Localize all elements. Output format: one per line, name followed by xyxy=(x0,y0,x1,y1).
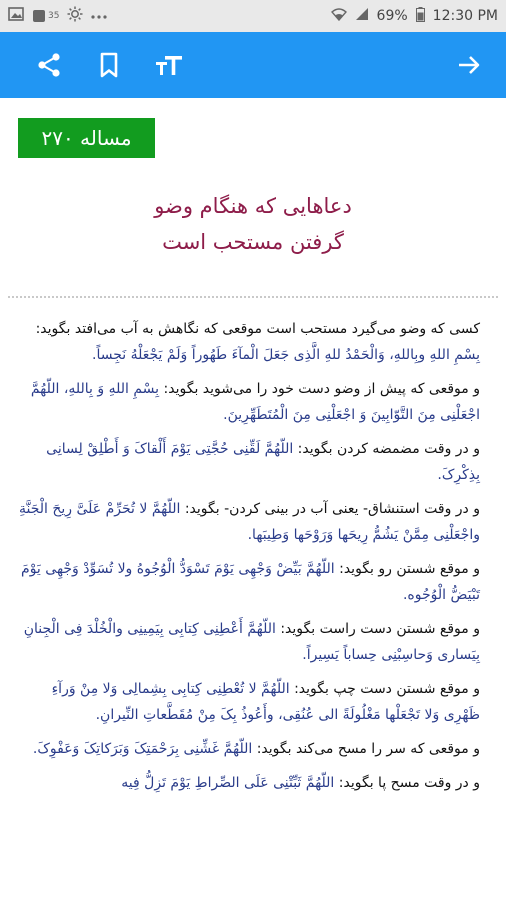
status-right xyxy=(331,7,498,26)
paragraph-text: و موقع شستن دست راست بگوید: xyxy=(275,621,480,637)
share-icon[interactable] xyxy=(34,50,64,80)
app-bar-actions xyxy=(34,50,184,80)
more-icon xyxy=(91,9,107,24)
paragraph xyxy=(18,556,480,608)
arabic-prayer: بِسْمِ اللهِ وَ بِاللهِ، اللّهُمَّ اجْعَلْنِی مِنَ التَّوّابِینَ وَ اجْعَلْنِی مِنَ الْمُتَطَهِّرِینَ. xyxy=(30,381,480,423)
clock: 12:30 PM xyxy=(432,8,498,24)
arabic-prayer: اللّهُمَّ لا تُعْطِنِی کِتابِی بِشِمالِی وَلا مِنْ وَرآءِ ظَهْرِی وَلا تَجْعَلْها مَغْلُولَةً الی عُنُقِی، وأَعُوذُ بِکَ مِنْ مُقَطَّعاتِ النِّیرانِ. xyxy=(51,681,480,723)
paragraph-text: و در وقت مضمضه کردن بگوید: xyxy=(293,441,480,457)
paragraph xyxy=(18,616,480,668)
issue-badge-row xyxy=(0,98,506,168)
page-title xyxy=(0,188,506,260)
wifi-icon xyxy=(331,7,347,25)
bookmark-icon[interactable] xyxy=(94,50,124,80)
paragraph-text: و موقع شستن رو بگوید: xyxy=(334,561,480,577)
battery-icon xyxy=(416,7,425,26)
arabic-prayer: اللّهُمَّ غَشِّنِی بِرَحْمَتِکَ وَبَرَکاتِکَ وَعَفْوِکَ. xyxy=(32,741,253,757)
paragraph-text: و در وقت استنشاق- یعنی آب در بینی کردن- بگوید: xyxy=(180,501,480,517)
status-left xyxy=(8,6,107,26)
app-bar xyxy=(0,32,506,98)
signal-icon xyxy=(355,7,369,25)
text-size-icon[interactable] xyxy=(154,50,184,80)
forward-arrow-icon[interactable] xyxy=(454,50,484,80)
paragraph-text: و موقعی که سر را مسح می‌کند بگوید: xyxy=(252,741,480,757)
paragraph xyxy=(18,676,480,728)
status-bar xyxy=(0,0,506,32)
paragraph xyxy=(18,316,480,368)
image-icon xyxy=(8,7,24,25)
title-line-1: دعاهایی که هنگام وضو xyxy=(154,194,352,218)
brightness-icon xyxy=(67,6,83,26)
article-body xyxy=(0,316,506,796)
issue-number-badge: مساله ۲۷۰ xyxy=(18,118,155,158)
paragraph xyxy=(18,736,480,762)
badge-number: 35 xyxy=(48,11,60,21)
notification-badge-icon xyxy=(32,9,59,23)
arabic-prayer: اللّهُمَّ ثَبِّتْنِی عَلَی الصِّراطِ یَوْمَ تَزِلُّ فِیه xyxy=(121,775,335,791)
arabic-prayer: اللّهُمَّ أَعْطِنِی کِتابِی بِیَمِینِی والْخُلْدَ فِی الْجِنانِ بِیَساری وَحاسِبْنِی حِساباً یَسِیراً. xyxy=(23,621,480,663)
title-line-2: گرفتن مستحب است xyxy=(162,230,344,254)
paragraph-text: و موقعی که پیش از وضو دست خود را می‌شوید بگوید: xyxy=(159,381,480,397)
arabic-prayer: بِسْمِ اللهِ وبِاللهِ، وَالْحَمْدُ للهِ الَّذِی جَعَلَ الْمآءَ طَهُوراً وَلَمْ یَجْعَلْهُ نَجِساً. xyxy=(92,347,480,363)
battery-level: 69% xyxy=(376,8,408,24)
dotted-divider xyxy=(8,296,498,298)
paragraph xyxy=(18,770,480,796)
arabic-prayer: اللّهُمَّ لَقِّنِی حُجَّتِی یَوْمَ أَلْقاکَ وَ أَطْلِقْ لِسانِی بِذِکْرِکَ. xyxy=(46,441,480,483)
paragraph xyxy=(18,376,480,428)
paragraph-text: کسی که وضو می‌گیرد مستحب است موقعی که نگاهش به آب می‌افتد بگوید: xyxy=(35,321,480,337)
paragraph xyxy=(18,436,480,488)
paragraph-text: و در وقت مسح پا بگوید: xyxy=(334,775,480,791)
paragraph-text: و موقع شستن دست چپ بگوید: xyxy=(289,681,480,697)
arabic-prayer: اللّهُمَّ بَیِّضْ وَجْهِی یَوْمَ تَسْوَدُّ الْوُجُوهُ ولا تُسَوِّدْ وَجْهِی یَوْمَ تَبْیَضُّ الْوُجُوه. xyxy=(21,561,480,603)
paragraph xyxy=(18,496,480,548)
arabic-prayer: اللّهُمَّ لا تُحَرِّمْ عَلَیَّ رِیحَ الْجَنَّةِ واجْعَلْنِی مِمَّنْ یَشُمُّ رِیحَها وَرَوْحَها وَطِیبَها. xyxy=(18,501,480,543)
